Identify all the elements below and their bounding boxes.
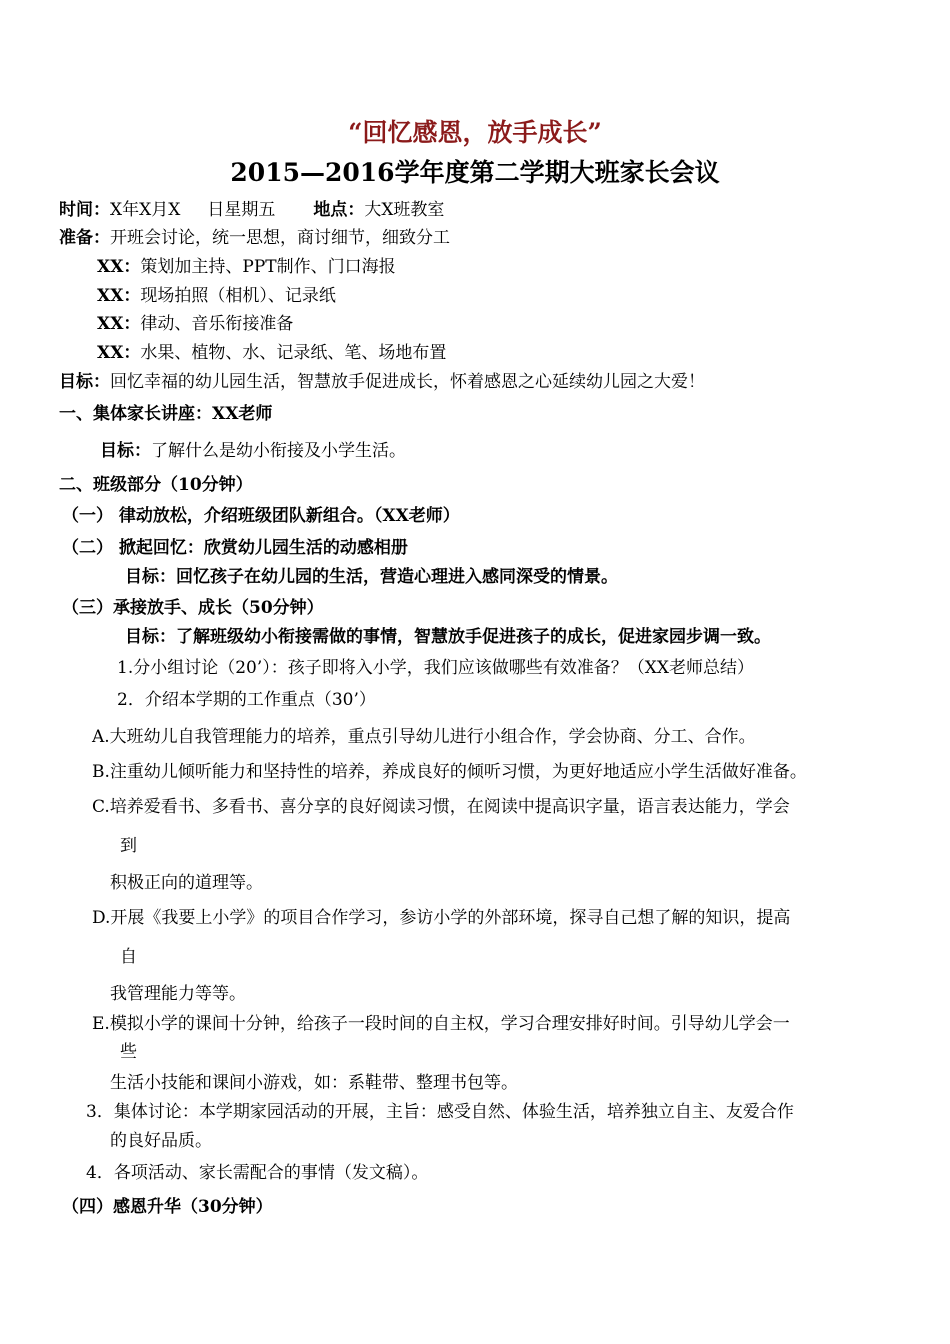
item-3-line-2: 的良好品质。 bbox=[110, 1131, 212, 1151]
goal-value: 回忆幸福的幼儿园生活，智慧放手促进成长，怀着感恩之心延续幼儿园之大爱！ bbox=[110, 372, 705, 392]
section-1-title: 一、集体家长讲座：XX老师 bbox=[59, 404, 273, 424]
item-1: 1.分小组讨论（20’）：孩子即将入小学，我们应该做哪些有效准备？（XX老师总结） bbox=[117, 658, 754, 678]
task-row bbox=[97, 256, 396, 278]
task-desc: 现场拍照（相机）、记录纸 bbox=[140, 286, 336, 306]
task-owner: XX： bbox=[97, 286, 141, 306]
task-row bbox=[97, 313, 293, 335]
item-4: 4．各项活动、家长需配合的事情（发文稿）。 bbox=[86, 1163, 429, 1183]
task-owner: XX： bbox=[97, 314, 141, 334]
point-a: A.大班幼儿自我管理能力的培养，重点引导幼儿进行小组合作，学会协商、分工、合作。 bbox=[92, 727, 756, 747]
point-d-line-3: 我管理能力等等。 bbox=[110, 984, 246, 1004]
point-c-line-1: C.培养爱看书、多看书、喜分享的良好阅读习惯，在阅读中提高识字量，语言表达能力，学会 bbox=[92, 797, 790, 817]
point-b: B.注重幼儿倾听能力和坚持性的培养，养成良好的倾听习惯，为更好地适应小学生活做好准备。 bbox=[92, 762, 807, 782]
point-d-line-2: 自 bbox=[120, 947, 137, 967]
time-label: 时间： bbox=[59, 200, 110, 220]
task-desc: 水果、植物、水、记录纸、笔、场地布置 bbox=[140, 343, 447, 363]
point-c-line-2: 到 bbox=[120, 836, 137, 856]
prep-label: 准备： bbox=[59, 228, 110, 248]
task-desc: 策划加主持、PPT制作、门口海报 bbox=[140, 257, 396, 277]
prep-line bbox=[59, 227, 450, 249]
subsection-2-goal: 目标：回忆孩子在幼儿园的生活，营造心理进入感同深受的情景。 bbox=[125, 567, 618, 587]
section-1-goal-value: 了解什么是幼小衔接及小学生活。 bbox=[151, 441, 406, 461]
section-1-goal bbox=[100, 440, 406, 462]
prep-value: 开班会讨论，统一思想，商讨细节，细致分工 bbox=[110, 228, 450, 248]
task-owner: XX： bbox=[97, 343, 141, 363]
goal-line bbox=[59, 371, 705, 393]
time-line bbox=[59, 199, 444, 221]
item-2: 2．介绍本学期的工作重点（30’） bbox=[117, 690, 376, 710]
place-label: 地点： bbox=[313, 200, 365, 220]
task-desc: 律动、音乐衔接准备 bbox=[140, 314, 294, 334]
subsection-3: （三）承接放手、成长（50分钟） bbox=[62, 598, 324, 618]
time-value: X年X月X 日星期五 bbox=[110, 200, 276, 220]
point-e-line-3: 生活小技能和课间小游戏，如：系鞋带、整理书包等。 bbox=[110, 1073, 518, 1093]
section-2-title: 二、班级部分（10分钟） bbox=[59, 475, 253, 495]
item-3-line-1: 3．集体讨论：本学期家园活动的开展，主旨：感受自然、体验生活，培养独立自主、友爱合作 bbox=[86, 1102, 794, 1122]
point-d-line-1: D.开展《我要上小学》的项目合作学习，参访小学的外部环境，探寻自己想了解的知识，提高 bbox=[92, 908, 791, 928]
title-main: 2015—2016学年度第二学期大班家长会议 bbox=[230, 158, 720, 187]
point-e-line-1: E.模拟小学的课间十分钟，给孩子一段时间的自主权，学习合理安排好时间。引导幼儿学会一 bbox=[92, 1014, 790, 1034]
subsection-4: （四）感恩升华（30分钟） bbox=[62, 1197, 273, 1217]
subsection-1: （一） 律动放松，介绍班级团队新组合。（XX老师） bbox=[62, 506, 460, 526]
task-row bbox=[97, 285, 336, 307]
goal-label: 目标： bbox=[59, 372, 110, 392]
task-owner: XX： bbox=[97, 257, 141, 277]
subsection-3-goal: 目标：了解班级幼小衔接需做的事情，智慧放手促进孩子的成长，促进家园步调一致。 bbox=[125, 627, 771, 647]
place-value: 大X班教室 bbox=[364, 200, 445, 220]
subsection-2: （二） 掀起回忆：欣赏幼儿园生活的动感相册 bbox=[62, 538, 408, 558]
point-e-line-2: 些 bbox=[120, 1042, 137, 1062]
title-slogan: “回忆感恩，放手成长” bbox=[348, 118, 602, 147]
point-c-line-3: 积极正向的道理等。 bbox=[110, 873, 263, 893]
task-row bbox=[97, 342, 446, 364]
section-1-goal-label: 目标： bbox=[100, 441, 151, 461]
